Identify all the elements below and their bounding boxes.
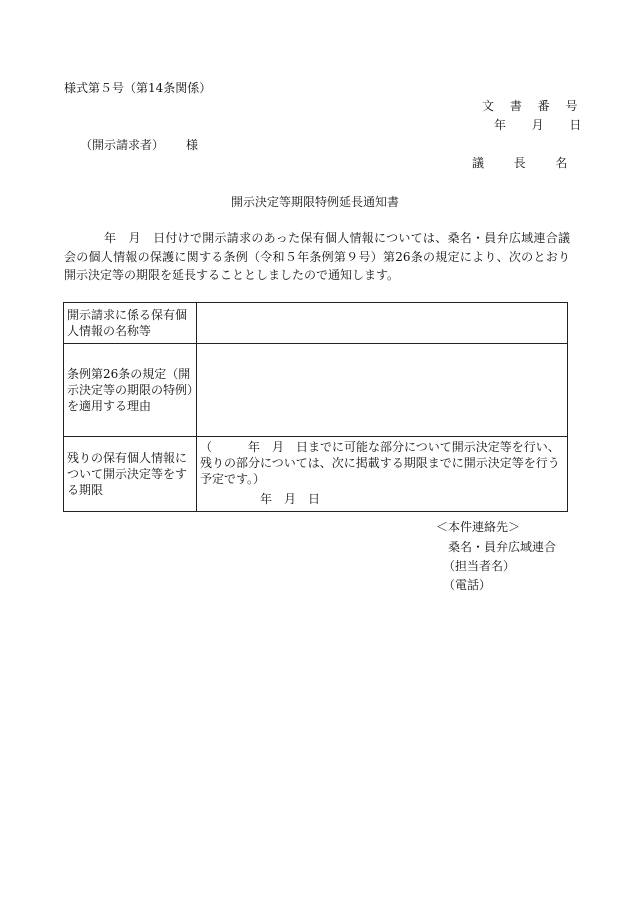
table-row [64, 437, 568, 512]
date-day: 日 [569, 118, 582, 132]
row2-value [197, 344, 568, 437]
row3-label: 残りの保有個人情報について開示決定等をする期限 [64, 437, 197, 512]
chair-char-3: 名 [555, 156, 568, 170]
row3-date: 年 月 日 [260, 492, 321, 506]
issue-date [494, 118, 581, 132]
recipient-line [80, 138, 198, 152]
row2-label: 条例第26条の規定（開示決定等の期限の特例）を適用する理由 [64, 344, 197, 437]
honorific: 様 [186, 138, 199, 152]
row1-value [197, 303, 568, 344]
chair-char-1: 議 [472, 156, 485, 170]
body-paragraph: 年 月 日付けで開示請求のあった保有個人情報については、桑名・員弁広域連合議会の個人情報の保護に関する条例（令和５年条例第９号）第26条の規定により、次のとおり開示決定等の期限を延長することとしましたので通知します。 [64, 231, 570, 282]
row3-value: （ 年 月 日までに可能な部分について開示決定等を行い、残りの部分については、次に掲載する期限までに開示決定等を行う予定です。） [200, 440, 560, 486]
contact-person: （担当者名） [443, 559, 516, 573]
chair-char-2: 長 [513, 156, 526, 170]
chair-name [472, 156, 567, 170]
contact-organization: 桑名・員弁広域連合 [448, 540, 557, 554]
contact-phone: （電話） [443, 578, 492, 592]
contact-heading: ＜本件連絡先＞ [436, 520, 521, 534]
form-number: 様式第５号（第14条関係） [64, 81, 212, 95]
document-number: 文 書 番 号 [482, 99, 584, 113]
row1-label: 開示請求に係る保有個人情報の名称等 [64, 303, 197, 344]
info-table [63, 302, 568, 512]
table-row [64, 303, 568, 344]
row3-cell [197, 437, 568, 512]
recipient: （開示請求者） [80, 138, 165, 152]
document-title: 開示決定等期限特例延長通知書 [230, 195, 399, 209]
date-year: 年 [494, 118, 507, 132]
table-row [64, 344, 568, 437]
date-month: 月 [531, 118, 544, 132]
